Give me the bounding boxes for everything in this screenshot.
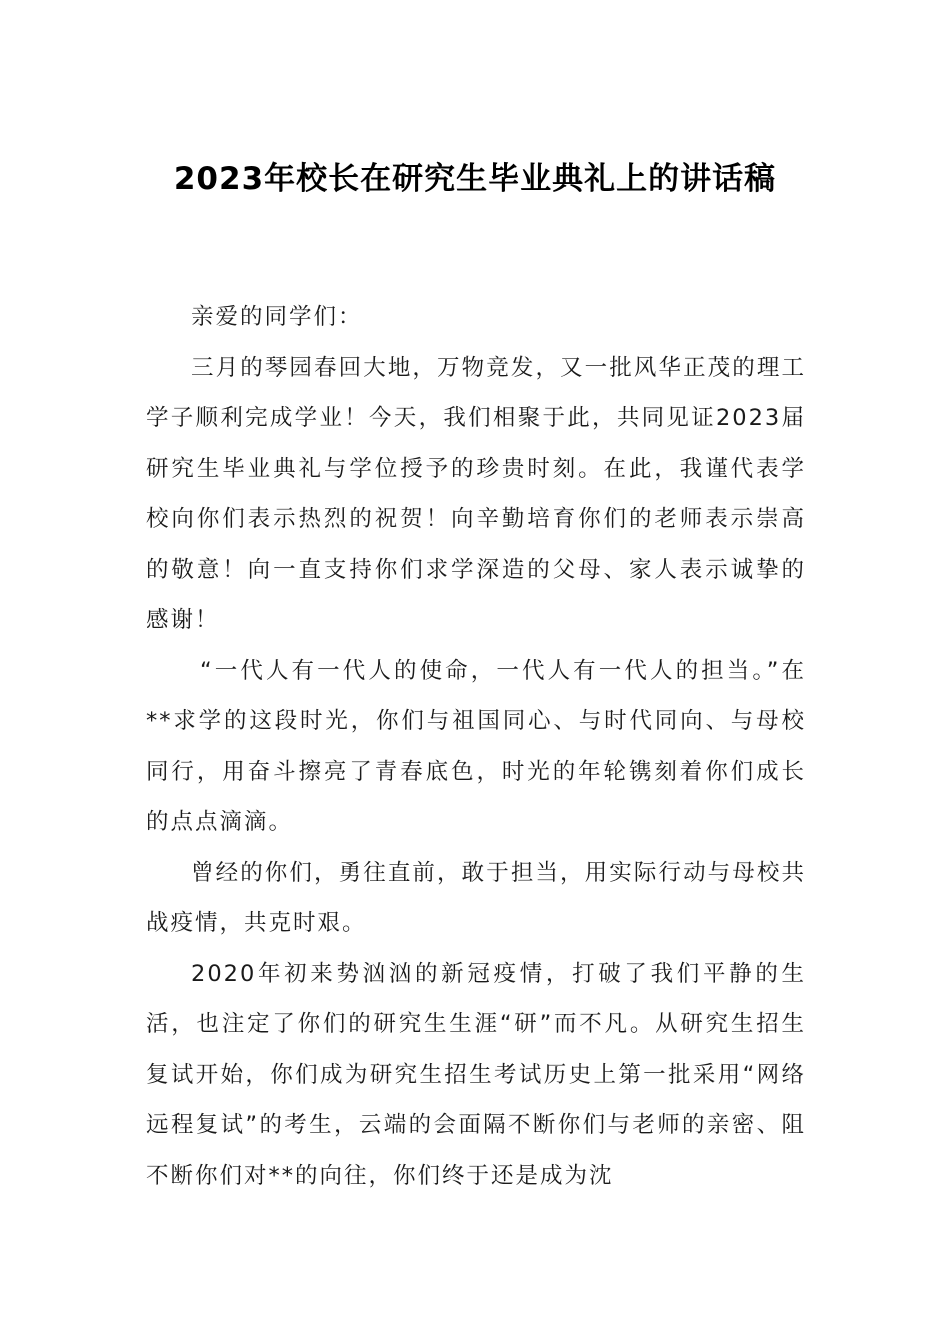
body-paragraph: 曾经的你们，勇往直前，敢于担当，用实际行动与母校共战疫情，共克时艰。 xyxy=(146,859,806,936)
body-paragraph: 三月的琴园春回大地，万物竞发，又一批风华正茂的理工学子顺利完成学业！今天，我们相聚于此，共同见证2023届研究生毕业典礼与学位授予的珍贵时刻。在此，我谨代表学校向你们表示热烈的祝贺！向辛勤培育你们的老师表示崇高的敬意！向一直支持你们求学深造的父母、家人表示诚挚的感谢！ xyxy=(146,354,806,633)
quote-paragraph: “一代人有一代人的使命，一代人有一代人的担当。”在**求学的这段时光，你们与祖国同心、与时代同向、与母校同行，用奋斗擦亮了青春底色，时光的年轮镌刻着你们成长的点点滴滴。 xyxy=(146,657,806,835)
document-title: 2023年校长在研究生毕业典礼上的讲话稿 xyxy=(173,161,777,197)
salutation-paragraph: 亲爱的同学们： xyxy=(191,304,363,330)
body-paragraph: 2020年初来势汹汹的新冠疫情，打破了我们平静的生活，也注定了你们的研究生生涯“研”而不凡。从研究生招生复试开始，你们成为研究生招生考试历史上第一批采用“网络远程复试”的考生，云端的会面隔不断你们与老师的亲密、阻不断你们对**的向往，你们终于还是成为沈 xyxy=(146,960,806,1189)
document-body xyxy=(146,292,806,1201)
